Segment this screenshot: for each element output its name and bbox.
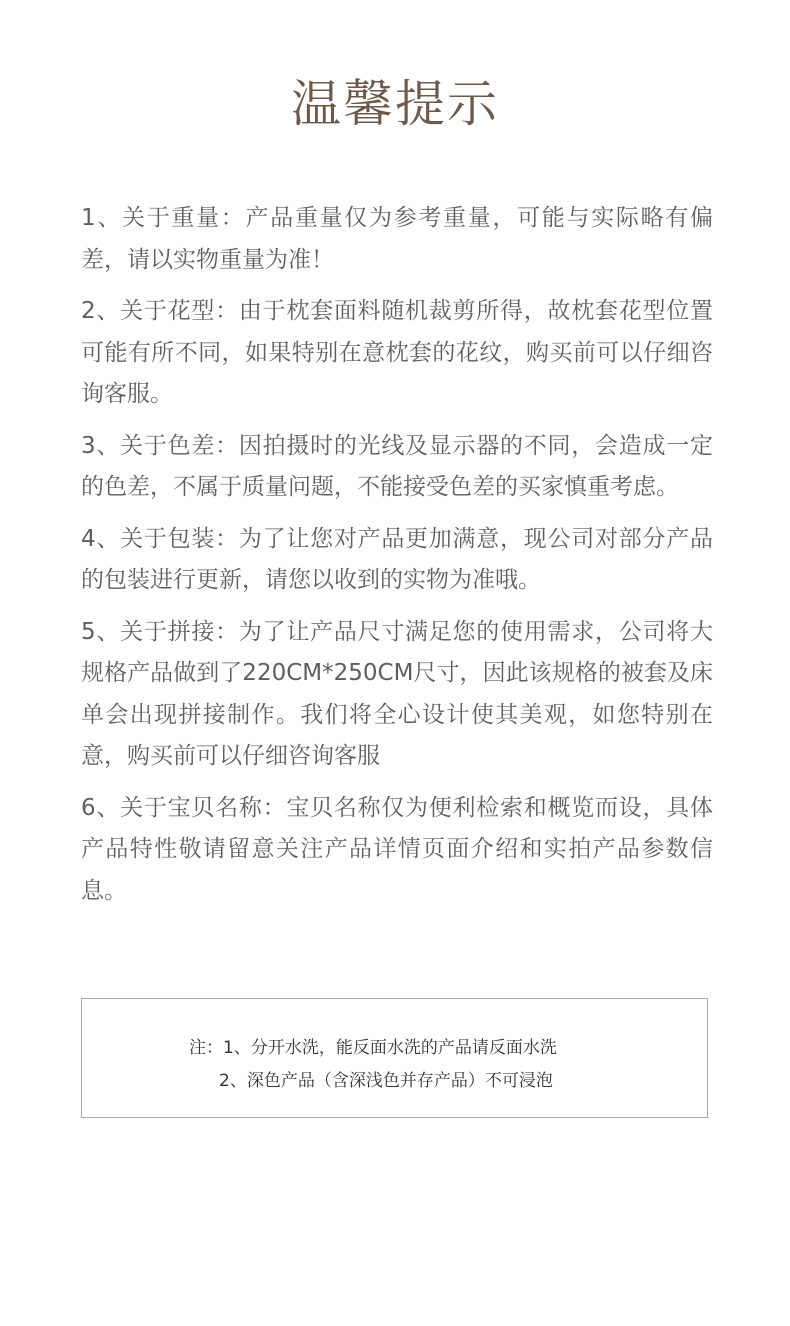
tip-packaging: 4、关于包装：为了让您对产品更加满意，现公司对部分产品的包装进行更新，请您以收到的实物为准哦。	[81, 525, 713, 593]
tips-list	[81, 198, 713, 922]
washing-note-line-1: 注：1、分开水洗，能反面水洗的产品请反面水洗	[189, 1038, 557, 1058]
tip-splicing: 5、关于拼接：为了让产品尺寸满足您的使用需求，公司将大规格产品做到了220CM*250CM尺寸，因此该规格的被套及床单会出现拼接制作。我们将全心设计使其美观，如您特别在意，购买前可以仔细咨询客服	[81, 618, 713, 769]
washing-note-line-2: 2、深色产品（含深浅色并存产品）不可浸泡	[219, 1071, 553, 1091]
page-title: 温馨提示	[291, 75, 499, 133]
washing-note-box	[81, 998, 708, 1118]
tip-weight: 1、关于重量：产品重量仅为参考重量，可能与实际略有偏差，请以实物重量为准！	[81, 205, 713, 273]
tip-product-name: 6、关于宝贝名称：宝贝名称仅为便利检索和概览而设，具体产品特性敬请留意关注产品详情页面介绍和实拍产品参数信息。	[81, 794, 713, 904]
tip-color-difference: 3、关于色差：因拍摄时的光线及显示器的不同，会造成一定的色差，不属于质量问题，不能接受色差的买家慎重考虑。	[81, 432, 713, 500]
tip-pattern: 2、关于花型：由于枕套面料随机裁剪所得，故枕套花型位置可能有所不同，如果特别在意枕套的花纹，购买前可以仔细咨询客服。	[81, 298, 713, 407]
